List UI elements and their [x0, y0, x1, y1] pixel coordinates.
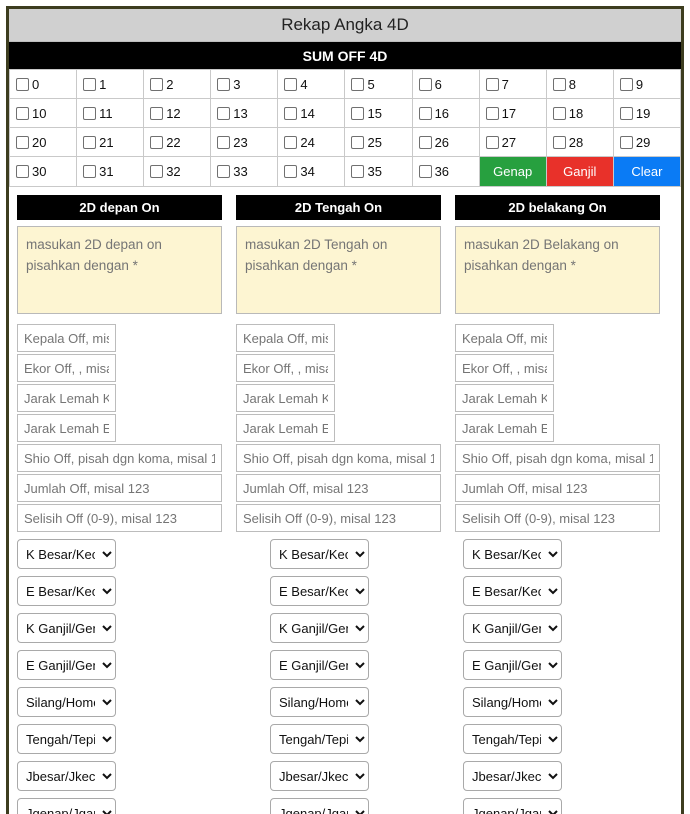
- number-cell-17[interactable]: [479, 99, 546, 128]
- number-label: 35: [367, 164, 382, 179]
- number-label: 31: [99, 164, 114, 179]
- number-label: 1: [99, 76, 107, 92]
- checkbox-22[interactable]: [150, 136, 163, 149]
- column-header-2d-depan: 2D depan On: [17, 195, 222, 220]
- number-cell-31[interactable]: [77, 157, 144, 187]
- number-cell-2[interactable]: [144, 70, 211, 99]
- number-label: 32: [166, 164, 181, 179]
- page-title-text: Rekap Angka 4D: [281, 15, 409, 34]
- number-label: 2: [166, 76, 174, 92]
- number-cell-33[interactable]: [211, 157, 278, 187]
- checkbox-28[interactable]: [553, 136, 566, 149]
- jgenap-jganjil-select-tengah[interactable]: [270, 798, 369, 814]
- k-ganjil-genap-select-tengah[interactable]: [270, 613, 369, 643]
- number-cell-36[interactable]: [412, 157, 479, 187]
- selisih-off-input-tengah[interactable]: [236, 504, 441, 532]
- column-2d-belakang: [455, 195, 660, 814]
- jbesar-jkecil-select-belakang[interactable]: [463, 761, 562, 791]
- k-besar-kecil-select-tengah[interactable]: [270, 539, 369, 569]
- checkbox-8[interactable]: [553, 78, 566, 91]
- number-label: 29: [635, 134, 651, 150]
- ekor-off-input-depan[interactable]: [17, 354, 116, 382]
- number-label: 16: [434, 105, 450, 121]
- number-label: 36: [434, 164, 450, 179]
- e-ganjil-genap-select-tengah[interactable]: [270, 650, 369, 680]
- number-label: 7: [501, 76, 509, 92]
- kepala-off-input-tengah[interactable]: [236, 324, 335, 352]
- silang-homo-select-depan[interactable]: [17, 687, 116, 717]
- checkbox-30[interactable]: [16, 165, 29, 178]
- clear-button-cell[interactable]: [613, 157, 680, 187]
- ekor-off-input-belakang[interactable]: [455, 354, 554, 382]
- clear-button[interactable]: Clear: [614, 157, 680, 186]
- number-cell-34[interactable]: [278, 157, 345, 187]
- checkbox-17[interactable]: [486, 107, 499, 120]
- checkbox-4[interactable]: [284, 78, 297, 91]
- number-cell-13[interactable]: [211, 99, 278, 128]
- checkbox-11[interactable]: [83, 107, 96, 120]
- table-row: [10, 157, 681, 187]
- kepala-off-input-depan[interactable]: [17, 324, 116, 352]
- number-label: 12: [166, 105, 181, 121]
- number-label: 9: [635, 76, 644, 92]
- number-cell-16[interactable]: [412, 99, 479, 128]
- number-cell-18[interactable]: [546, 99, 613, 128]
- checkbox-13[interactable]: [217, 107, 230, 120]
- number-label: 3: [233, 76, 241, 92]
- shio-off-input-belakang[interactable]: [455, 444, 660, 472]
- number-label: 20: [32, 134, 47, 150]
- jarak-lemah-kepala-input-depan[interactable]: [17, 384, 116, 412]
- number-cell-1[interactable]: [77, 70, 144, 99]
- number-cell-6[interactable]: [412, 70, 479, 99]
- number-cell-27[interactable]: [479, 128, 546, 157]
- number-cell-22[interactable]: [144, 128, 211, 157]
- number-label: 22: [166, 134, 181, 150]
- table-row: [10, 70, 681, 99]
- number-cell-29[interactable]: [613, 128, 680, 157]
- 2d-depan-textarea[interactable]: [17, 226, 222, 314]
- checkbox-16[interactable]: [419, 107, 432, 120]
- number-checkbox-grid: [9, 69, 681, 187]
- number-label: 25: [367, 134, 382, 150]
- jarak-lemah-ekor-input-depan[interactable]: [17, 414, 116, 442]
- checkbox-34[interactable]: [284, 165, 297, 178]
- number-cell-26[interactable]: [412, 128, 479, 157]
- checkbox-23[interactable]: [217, 136, 230, 149]
- number-label: 19: [635, 105, 651, 121]
- number-label: 17: [501, 105, 517, 121]
- checkbox-26[interactable]: [419, 136, 432, 149]
- checkbox-19[interactable]: [620, 107, 633, 120]
- column-header-2d-belakang: 2D belakang On: [455, 195, 660, 220]
- table-row: [10, 128, 681, 157]
- genap-button[interactable]: Genap: [480, 157, 546, 186]
- number-label: 21: [99, 134, 114, 150]
- ganjil-button-cell[interactable]: [546, 157, 613, 187]
- number-label: 30: [32, 164, 47, 179]
- page-title: [9, 9, 681, 42]
- checkbox-9[interactable]: [620, 78, 633, 91]
- number-label: 14: [300, 105, 315, 121]
- number-cell-10[interactable]: [10, 99, 77, 128]
- number-label: 5: [367, 76, 375, 92]
- e-besar-kecil-select-depan[interactable]: [17, 576, 116, 606]
- number-label: 4: [300, 76, 308, 92]
- checkbox-33[interactable]: [217, 165, 230, 178]
- jbesar-jkecil-select-tengah[interactable]: [270, 761, 369, 791]
- number-label: 34: [300, 164, 315, 179]
- checkbox-32[interactable]: [150, 165, 163, 178]
- jarak-lemah-kepala-input-belakang[interactable]: [455, 384, 554, 412]
- number-cell-25[interactable]: [345, 128, 412, 157]
- checkbox-12[interactable]: [150, 107, 163, 120]
- checkbox-25[interactable]: [351, 136, 364, 149]
- e-besar-kecil-select-tengah[interactable]: [270, 576, 369, 606]
- number-label: 0: [32, 76, 40, 92]
- column-2d-depan: [17, 195, 222, 814]
- checkbox-18[interactable]: [553, 107, 566, 120]
- number-label: 15: [367, 105, 382, 121]
- checkbox-31[interactable]: [83, 165, 96, 178]
- number-cell-4[interactable]: [278, 70, 345, 99]
- jarak-lemah-ekor-input-belakang[interactable]: [455, 414, 554, 442]
- number-cell-0[interactable]: [10, 70, 77, 99]
- number-cell-12[interactable]: [144, 99, 211, 128]
- number-label: 11: [99, 105, 113, 121]
- checkbox-27[interactable]: [486, 136, 499, 149]
- k-ganjil-genap-select-depan[interactable]: [17, 613, 116, 643]
- number-cell-5[interactable]: [345, 70, 412, 99]
- number-cell-11[interactable]: [77, 99, 144, 128]
- number-cell-20[interactable]: [10, 128, 77, 157]
- number-label: 28: [568, 134, 584, 150]
- checkbox-6[interactable]: [419, 78, 432, 91]
- sum-off-4d-header: [9, 42, 681, 69]
- 2d-tengah-textarea[interactable]: [236, 226, 441, 314]
- checkbox-10[interactable]: [16, 107, 29, 120]
- table-row: [10, 99, 681, 128]
- column-header-2d-tengah: 2D Tengah On: [236, 195, 441, 220]
- number-cell-32[interactable]: [144, 157, 211, 187]
- e-besar-kecil-select-belakang[interactable]: [463, 576, 562, 606]
- tengah-tepi-select-depan[interactable]: [17, 724, 116, 754]
- number-label: 24: [300, 134, 315, 150]
- number-label: 8: [568, 76, 576, 92]
- number-cell-35[interactable]: [345, 157, 412, 187]
- silang-homo-select-tengah[interactable]: [270, 687, 369, 717]
- checkbox-36[interactable]: [419, 165, 432, 178]
- number-cell-14[interactable]: [278, 99, 345, 128]
- checkbox-0[interactable]: [16, 78, 29, 91]
- column-2d-tengah: [236, 195, 441, 814]
- sum-off-4d-label: SUM OFF 4D: [302, 47, 388, 64]
- number-cell-24[interactable]: [278, 128, 345, 157]
- checkbox-3[interactable]: [217, 78, 230, 91]
- selisih-off-input-depan[interactable]: [17, 504, 222, 532]
- number-cell-7[interactable]: [479, 70, 546, 99]
- number-label: 23: [233, 134, 248, 150]
- silang-homo-select-belakang[interactable]: [463, 687, 562, 717]
- genap-button-cell[interactable]: [479, 157, 546, 187]
- number-cell-28[interactable]: [546, 128, 613, 157]
- number-cell-9[interactable]: [613, 70, 680, 99]
- number-cell-8[interactable]: [546, 70, 613, 99]
- checkbox-14[interactable]: [284, 107, 297, 120]
- tengah-tepi-select-belakang[interactable]: [463, 724, 562, 754]
- e-ganjil-genap-select-belakang[interactable]: [463, 650, 562, 680]
- app-frame: [6, 6, 684, 814]
- number-label: 27: [501, 134, 517, 150]
- jgenap-jganjil-select-belakang[interactable]: [463, 798, 562, 814]
- checkbox-20[interactable]: [16, 136, 29, 149]
- checkbox-29[interactable]: [620, 136, 633, 149]
- jumlah-off-input-depan[interactable]: [17, 474, 222, 502]
- jgenap-jganjil-select-depan[interactable]: [17, 798, 116, 814]
- number-label: 26: [434, 134, 450, 150]
- number-label: 13: [233, 105, 248, 121]
- checkbox-15[interactable]: [351, 107, 364, 120]
- ekor-off-input-tengah[interactable]: [236, 354, 335, 382]
- shio-off-input-depan[interactable]: [17, 444, 222, 472]
- shio-off-input-tengah[interactable]: [236, 444, 441, 472]
- jbesar-jkecil-select-depan[interactable]: [17, 761, 116, 791]
- number-label: 10: [32, 105, 47, 121]
- jumlah-off-input-tengah[interactable]: [236, 474, 441, 502]
- number-cell-15[interactable]: [345, 99, 412, 128]
- checkbox-21[interactable]: [83, 136, 96, 149]
- ganjil-button[interactable]: Ganjil: [547, 157, 613, 186]
- kepala-off-input-belakang[interactable]: [455, 324, 554, 352]
- filter-columns: [9, 187, 681, 814]
- checkbox-24[interactable]: [284, 136, 297, 149]
- k-besar-kecil-select-belakang[interactable]: [463, 539, 562, 569]
- checkbox-2[interactable]: [150, 78, 163, 91]
- e-ganjil-genap-select-depan[interactable]: [17, 650, 116, 680]
- k-ganjil-genap-select-belakang[interactable]: [463, 613, 562, 643]
- number-label: 18: [568, 105, 584, 121]
- 2d-belakang-textarea[interactable]: [455, 226, 660, 314]
- jarak-lemah-kepala-input-tengah[interactable]: [236, 384, 335, 412]
- number-cell-3[interactable]: [211, 70, 278, 99]
- checkbox-35[interactable]: [351, 165, 364, 178]
- tengah-tepi-select-tengah[interactable]: [270, 724, 369, 754]
- checkbox-1[interactable]: [83, 78, 96, 91]
- number-cell-23[interactable]: [211, 128, 278, 157]
- number-label: 33: [233, 164, 248, 179]
- number-label: 6: [434, 76, 442, 92]
- jarak-lemah-ekor-input-tengah[interactable]: [236, 414, 335, 442]
- number-cell-19[interactable]: [613, 99, 680, 128]
- selisih-off-input-belakang[interactable]: [455, 504, 660, 532]
- checkbox-5[interactable]: [351, 78, 364, 91]
- number-cell-30[interactable]: [10, 157, 77, 187]
- number-cell-21[interactable]: [77, 128, 144, 157]
- checkbox-7[interactable]: [486, 78, 499, 91]
- jumlah-off-input-belakang[interactable]: [455, 474, 660, 502]
- k-besar-kecil-select-depan[interactable]: [17, 539, 116, 569]
